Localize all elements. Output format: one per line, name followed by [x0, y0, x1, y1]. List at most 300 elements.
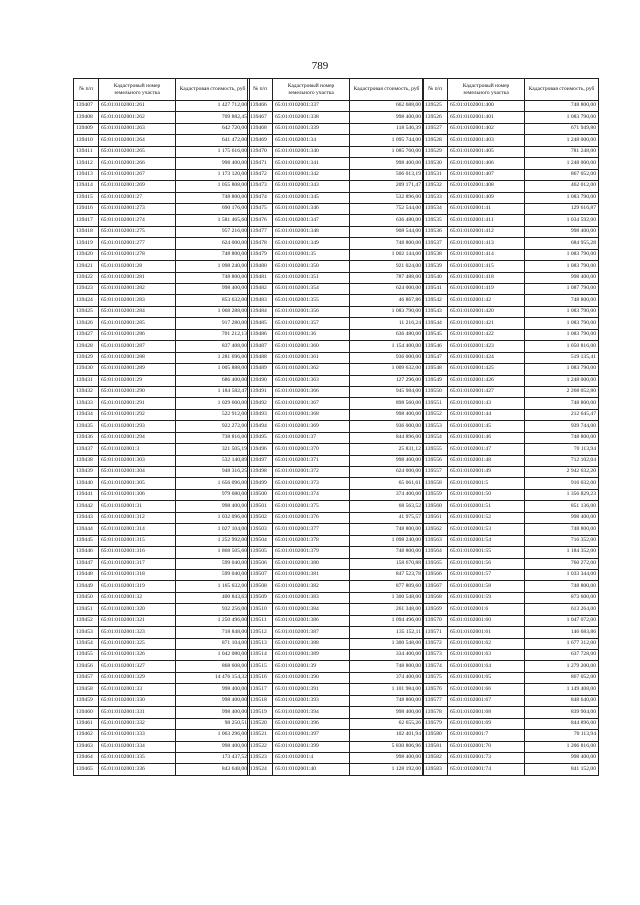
cadastral-number: 65:01:0102001:316	[99, 547, 176, 558]
cadastral-number: 65:01:0102001:407	[448, 169, 525, 180]
row-number: 139568	[423, 592, 448, 603]
row-number: 139576	[423, 684, 448, 695]
row-number: 139430	[74, 364, 99, 375]
cadastral-number: 65:01:0102001:66	[448, 684, 525, 695]
cadastral-value: 716 352,00	[525, 535, 599, 546]
cadastral-number: 65:01:0102001:39	[273, 661, 350, 672]
table-header-row	[74, 79, 250, 101]
table-row	[248, 272, 424, 283]
cadastral-value: 748 800,00	[525, 398, 599, 409]
cadastral-value: 1 677 312,00	[525, 638, 599, 649]
cadastral-value: 532 896,00	[350, 192, 424, 203]
cadastral-number: 65:01:0102001:60	[448, 615, 525, 626]
cadastral-value: 998 400,00	[525, 512, 599, 523]
table-row	[74, 215, 250, 226]
table-row	[248, 215, 424, 226]
cadastral-number: 65:01:0102001:291	[99, 398, 176, 409]
cadastral-number: 65:01:0102001:424	[448, 352, 525, 363]
row-number: 139525	[423, 101, 448, 112]
row-number: 139534	[423, 203, 448, 214]
row-number: 139413	[74, 169, 99, 180]
cadastral-number: 65:01:0102001:368	[273, 409, 350, 420]
row-number: 139409	[74, 123, 99, 134]
row-number: 139540	[423, 272, 448, 283]
cadastral-value: 877 809,60	[350, 581, 424, 592]
row-number: 139465	[74, 764, 99, 775]
cadastral-number: 65:01:0102001:423	[448, 341, 525, 352]
cadastral-number: 65:01:0102001:65	[448, 672, 525, 683]
row-number: 139529	[423, 146, 448, 157]
cadastral-number: 65:01:0102001:343	[273, 181, 350, 192]
cadastral-number: 65:01:0102001:349	[273, 238, 350, 249]
row-number: 139461	[74, 718, 99, 729]
cadastral-value: 1 101 984,00	[350, 684, 424, 695]
cadastral-number: 65:01:0102001:306	[99, 489, 176, 500]
table-row	[74, 752, 250, 763]
cadastral-number: 65:01:0102001:278	[99, 249, 176, 260]
table-row	[248, 409, 424, 420]
row-number: 139419	[74, 238, 99, 249]
cadastral-value: 1 252 992,00	[176, 535, 250, 546]
cadastral-value: 998 400,00	[176, 741, 250, 752]
cadastral-value: 998 400,00	[350, 752, 424, 763]
row-number: 139497	[248, 455, 273, 466]
table-row	[248, 730, 424, 741]
cadastral-number: 65:01:0102001:388	[273, 638, 350, 649]
cadastral-number: 65:01:0102001:69	[448, 718, 525, 729]
row-number: 139536	[423, 226, 448, 237]
cadastral-value: 684 955,28	[525, 238, 599, 249]
row-number: 139524	[248, 764, 273, 775]
table-row	[74, 638, 250, 649]
row-number: 139495	[248, 432, 273, 443]
table-row	[74, 284, 250, 295]
cadastral-number: 65:01:0102001:319	[99, 581, 176, 592]
table-row	[248, 203, 424, 214]
cadastral-number: 65:01:0102001:363	[273, 375, 350, 386]
cadastral-number: 65:01:0102001:5	[448, 478, 525, 489]
cadastral-value: 748 800,00	[525, 295, 599, 306]
cadastral-number: 65:01:0102001:27	[99, 192, 176, 203]
cadastral-number: 65:01:0102001:347	[273, 215, 350, 226]
row-number: 139578	[423, 707, 448, 718]
row-number: 139451	[74, 604, 99, 615]
table-header-row	[423, 79, 599, 101]
table-row	[423, 329, 599, 340]
row-number: 139555	[423, 444, 448, 455]
row-number: 139427	[74, 329, 99, 340]
row-number: 139520	[248, 718, 273, 729]
row-number: 139552	[423, 409, 448, 420]
cadastral-number: 65:01:0102001:350	[273, 261, 350, 272]
cadastral-value: 321 505,19	[176, 444, 250, 455]
table-row	[423, 306, 599, 317]
table-row	[248, 592, 424, 603]
row-number: 139501	[248, 501, 273, 512]
cadastral-number: 65:01:0102001:361	[273, 352, 350, 363]
cadastral-number: 65:01:0102001:287	[99, 341, 176, 352]
cadastral-value: 506 013,19	[350, 169, 424, 180]
cadastral-number: 65:01:0102001:314	[99, 524, 176, 535]
table-row	[248, 123, 424, 134]
cadastral-number: 65:01:0102001:378	[273, 535, 350, 546]
row-number: 139569	[423, 604, 448, 615]
table-row	[248, 226, 424, 237]
cadastral-table-1	[73, 78, 250, 776]
row-number: 139539	[423, 261, 448, 272]
table-row	[423, 352, 599, 363]
cadastral-value: 1 087 790,00	[525, 284, 599, 295]
row-number: 139448	[74, 569, 99, 580]
cadastral-number: 65:01:0102001:384	[273, 604, 350, 615]
table-row	[423, 398, 599, 409]
cadastral-value: 979 680,00	[176, 489, 250, 500]
cadastral-number: 65:01:0102001:290	[99, 386, 176, 397]
cadastral-value: 851 136,00	[525, 501, 599, 512]
cadastral-value: 46 867,86	[350, 295, 424, 306]
row-number: 139571	[423, 627, 448, 638]
table-row	[248, 569, 424, 580]
cadastral-number: 65:01:0102001:286	[99, 329, 176, 340]
cadastral-value: 1 032 096,00	[176, 512, 250, 523]
row-number: 139565	[423, 558, 448, 569]
cadastral-number: 65:01:0102001:59	[448, 592, 525, 603]
row-number: 139521	[248, 730, 273, 741]
row-number: 139492	[248, 398, 273, 409]
row-number: 139468	[248, 123, 273, 134]
header-cadastral-number: Кадастровый номер земельного участка	[273, 79, 350, 101]
cadastral-number: 65:01:0102001:283	[99, 295, 176, 306]
header-cadastral-value: Кадастровая стоимость, руб	[350, 79, 424, 101]
table-row	[248, 581, 424, 592]
cadastral-number: 65:01:0102001:34	[273, 135, 350, 146]
table-row	[74, 306, 250, 317]
table-row	[74, 364, 250, 375]
cadastral-number: 65:01:0102001:289	[99, 364, 176, 375]
row-number: 139458	[74, 684, 99, 695]
row-number: 139416	[74, 203, 99, 214]
table-row	[248, 135, 424, 146]
cadastral-value: 781 248,00	[525, 146, 599, 157]
cadastral-value: 146 683,86	[525, 627, 599, 638]
cadastral-value: 1 206 816,00	[525, 741, 599, 752]
table-row	[423, 512, 599, 523]
row-number: 139434	[74, 409, 99, 420]
cadastral-number: 65:01:0102001:318	[99, 569, 176, 580]
row-number: 139423	[74, 284, 99, 295]
table-row	[423, 638, 599, 649]
table-row	[74, 581, 250, 592]
cadastral-value: 1 063 296,00	[176, 730, 250, 741]
cadastral-number: 65:01:0102001:396	[273, 718, 350, 729]
table-row	[423, 547, 599, 558]
row-number: 139563	[423, 535, 448, 546]
row-number: 139567	[423, 581, 448, 592]
table-row	[74, 478, 250, 489]
cadastral-number: 65:01:0102001:49	[448, 467, 525, 478]
cadastral-number: 65:01:0102001:419	[448, 284, 525, 295]
cadastral-value: 922 272,00	[176, 421, 250, 432]
cadastral-value: 1 083 790,00	[525, 329, 599, 340]
row-number: 139420	[74, 249, 99, 260]
row-number: 139572	[423, 638, 448, 649]
cadastral-number: 65:01:0102001:403	[448, 135, 525, 146]
cadastral-number: 65:01:0102001:355	[273, 295, 350, 306]
table-row	[74, 467, 250, 478]
cadastral-value: 641 472,00	[176, 135, 250, 146]
cadastral-value: 261 348,00	[350, 604, 424, 615]
cadastral-value: 748 800,00	[350, 238, 424, 249]
table-row	[74, 684, 250, 695]
cadastral-number: 65:01:0102001:413	[448, 238, 525, 249]
cadastral-value: 522 912,00	[176, 409, 250, 420]
cadastral-number: 65:01:0102001:74	[448, 764, 525, 775]
cadastral-value: 1 175 616,00	[176, 146, 250, 157]
table-row	[423, 604, 599, 615]
cadastral-value: 1 656 096,00	[176, 478, 250, 489]
table-row	[423, 592, 599, 603]
cadastral-number: 65:01:0102001:406	[448, 158, 525, 169]
table-row	[423, 764, 599, 775]
cadastral-value: 1 083 790,00	[350, 306, 424, 317]
row-number: 139559	[423, 489, 448, 500]
cadastral-value: 686 400,00	[176, 375, 250, 386]
cadastral-number: 65:01:0102001:40	[273, 764, 350, 775]
cadastral-value: 62 655,26	[350, 718, 424, 729]
table-row	[248, 146, 424, 157]
cadastral-number: 65:01:0102001:374	[273, 489, 350, 500]
cadastral-number: 65:01:0102001:281	[99, 272, 176, 283]
table-row	[74, 718, 250, 729]
cadastral-value: 1 165 632,00	[176, 581, 250, 592]
row-number: 139531	[423, 169, 448, 180]
row-number: 139440	[74, 478, 99, 489]
row-number: 139557	[423, 467, 448, 478]
row-number: 139443	[74, 512, 99, 523]
cadastral-number: 65:01:0102001:345	[273, 192, 350, 203]
cadastral-number: 65:01:0102001:64	[448, 661, 525, 672]
row-number: 139503	[248, 524, 273, 535]
row-number: 139467	[248, 112, 273, 123]
cadastral-value: 1 427 712,00	[176, 101, 250, 112]
cadastral-number: 65:01:0102001:263	[99, 123, 176, 134]
row-number: 139537	[423, 238, 448, 249]
cadastral-value: 868 608,00	[176, 661, 250, 672]
cadastral-number: 65:01:0102001:43	[448, 398, 525, 409]
cadastral-value: 748 800,00	[350, 524, 424, 535]
row-number: 139530	[423, 158, 448, 169]
cadastral-value: 1 068 288,00	[176, 306, 250, 317]
table-row	[74, 615, 250, 626]
cadastral-number: 65:01:0102001:348	[273, 226, 350, 237]
cadastral-value: 1 095 744,00	[350, 135, 424, 146]
table-row	[74, 192, 250, 203]
row-number: 139523	[248, 752, 273, 763]
cadastral-number: 65:01:0102001:377	[273, 524, 350, 535]
row-number: 139432	[74, 386, 99, 397]
row-number: 139498	[248, 467, 273, 478]
row-number: 139579	[423, 718, 448, 729]
cadastral-number: 65:01:0102001:293	[99, 421, 176, 432]
table-row	[248, 295, 424, 306]
cadastral-number: 65:01:0102001:312	[99, 512, 176, 523]
cadastral-number: 65:01:0102001:382	[273, 581, 350, 592]
table-row	[74, 181, 250, 192]
table-row	[248, 432, 424, 443]
table-row	[248, 341, 424, 352]
cadastral-value: 1 042 080,00	[176, 650, 250, 661]
table-row	[248, 604, 424, 615]
table-row	[74, 203, 250, 214]
cadastral-value: 1 083 790,00	[525, 318, 599, 329]
cadastral-number: 65:01:0102001:415	[448, 261, 525, 272]
row-number: 139546	[423, 341, 448, 352]
cadastral-number: 65:01:0102001:393	[273, 695, 350, 706]
table-row	[423, 101, 599, 112]
table-row	[423, 467, 599, 478]
table-row	[248, 398, 424, 409]
row-number: 139582	[423, 752, 448, 763]
cadastral-value: 102 401,94	[350, 730, 424, 741]
row-number: 139407	[74, 101, 99, 112]
cadastral-value: 374 400,00	[350, 489, 424, 500]
row-number: 139496	[248, 444, 273, 455]
row-number: 139474	[248, 192, 273, 203]
row-number: 139426	[74, 318, 99, 329]
row-number: 139422	[74, 272, 99, 283]
cadastral-number: 65:01:0102001:391	[273, 684, 350, 695]
row-number: 139513	[248, 638, 273, 649]
row-number: 139482	[248, 284, 273, 295]
cadastral-value: 70 113,94	[525, 444, 599, 455]
cadastral-number: 65:01:0102001:411	[448, 215, 525, 226]
row-number: 139429	[74, 352, 99, 363]
row-number: 139564	[423, 547, 448, 558]
table-row	[74, 650, 250, 661]
cadastral-number: 65:01:0102001:369	[273, 421, 350, 432]
cadastral-number: 65:01:0102001:73	[448, 752, 525, 763]
cadastral-value: 636 480,00	[350, 329, 424, 340]
row-number: 139512	[248, 627, 273, 638]
table-row	[74, 101, 250, 112]
row-number: 139507	[248, 569, 273, 580]
row-number: 139460	[74, 707, 99, 718]
table-row	[423, 215, 599, 226]
cadastral-value: 998 400,00	[176, 695, 250, 706]
row-number: 139554	[423, 432, 448, 443]
cadastral-value: 1 027 104,00	[176, 524, 250, 535]
cadastral-number: 65:01:0102001:400	[448, 101, 525, 112]
cadastral-value: 844 896,00	[350, 432, 424, 443]
row-number: 139560	[423, 501, 448, 512]
table-row	[74, 455, 250, 466]
row-number: 139479	[248, 249, 273, 260]
cadastral-value: 41 975,57	[350, 512, 424, 523]
row-number: 139485	[248, 318, 273, 329]
table-row	[423, 135, 599, 146]
cadastral-number: 65:01:0102001:325	[99, 638, 176, 649]
cadastral-value: 5 830 806,96	[350, 741, 424, 752]
table-row	[423, 318, 599, 329]
cadastral-value: 624 000,00	[350, 467, 424, 478]
cadastral-number: 65:01:0102001:362	[273, 364, 350, 375]
row-number: 139528	[423, 135, 448, 146]
cadastral-number: 65:01:0102001:426	[448, 375, 525, 386]
cadastral-number: 65:01:0102001:303	[99, 455, 176, 466]
cadastral-number: 65:01:0102001:323	[99, 627, 176, 638]
table-row	[74, 489, 250, 500]
cadastral-value: 998 400,00	[525, 272, 599, 283]
table-row	[248, 238, 424, 249]
table-row	[423, 341, 599, 352]
cadastral-number: 65:01:0102001:334	[99, 741, 176, 752]
row-number: 139445	[74, 535, 99, 546]
table-row	[423, 684, 599, 695]
cadastral-value: 932 256,00	[176, 604, 250, 615]
table-row	[248, 535, 424, 546]
table-row	[74, 512, 250, 523]
table-row	[423, 650, 599, 661]
cadastral-value: 624 000,00	[350, 284, 424, 295]
cadastral-number: 65:01:0102001:341	[273, 158, 350, 169]
cadastral-value: 173 437,52	[176, 752, 250, 763]
table-row	[74, 432, 250, 443]
cadastral-value: 998 400,00	[176, 501, 250, 512]
cadastral-number: 65:01:0102001:427	[448, 386, 525, 397]
table-row	[248, 764, 424, 775]
cadastral-value: 748 800,00	[525, 524, 599, 535]
cadastral-number: 65:01:0102001:389	[273, 650, 350, 661]
table-row	[248, 284, 424, 295]
row-number: 139542	[423, 295, 448, 306]
cadastral-value: 748 800,00	[350, 695, 424, 706]
cadastral-number: 65:01:0102001:262	[99, 112, 176, 123]
row-number: 139550	[423, 386, 448, 397]
cadastral-number: 65:01:0102001:381	[273, 569, 350, 580]
cadastral-value: 1 248 000,00	[525, 375, 599, 386]
table-row	[74, 501, 250, 512]
table-header-row	[248, 79, 424, 101]
row-number: 139477	[248, 226, 273, 237]
row-number: 139561	[423, 512, 448, 523]
cadastral-number: 65:01:0102001:332	[99, 718, 176, 729]
table-row	[423, 661, 599, 672]
cadastral-number: 65:01:0102001:375	[273, 501, 350, 512]
row-number: 139517	[248, 684, 273, 695]
cadastral-value: 1 094 496,00	[350, 615, 424, 626]
cadastral-value: 1 047 072,00	[525, 615, 599, 626]
row-number: 139408	[74, 112, 99, 123]
cadastral-number: 65:01:0102001:331	[99, 707, 176, 718]
row-number: 139500	[248, 489, 273, 500]
cadastral-value: 2 268 052,80	[525, 386, 599, 397]
cadastral-number: 65:01:0102001:62	[448, 638, 525, 649]
header-cadastral-value: Кадастровая стоимость, руб	[525, 79, 599, 101]
row-number: 139484	[248, 306, 273, 317]
table-row	[423, 123, 599, 134]
table-row	[423, 478, 599, 489]
cadastral-value: 847 523,78	[350, 569, 424, 580]
table-row	[423, 249, 599, 260]
table-row	[248, 478, 424, 489]
cadastral-value: 998 400,00	[176, 707, 250, 718]
row-number: 139509	[248, 592, 273, 603]
cadastral-value: 1 055 808,00	[176, 181, 250, 192]
cadastral-number: 65:01:0102001:288	[99, 352, 176, 363]
cadastral-value: 1 083 790,00	[525, 112, 599, 123]
table-row	[74, 169, 250, 180]
table-row	[248, 661, 424, 672]
